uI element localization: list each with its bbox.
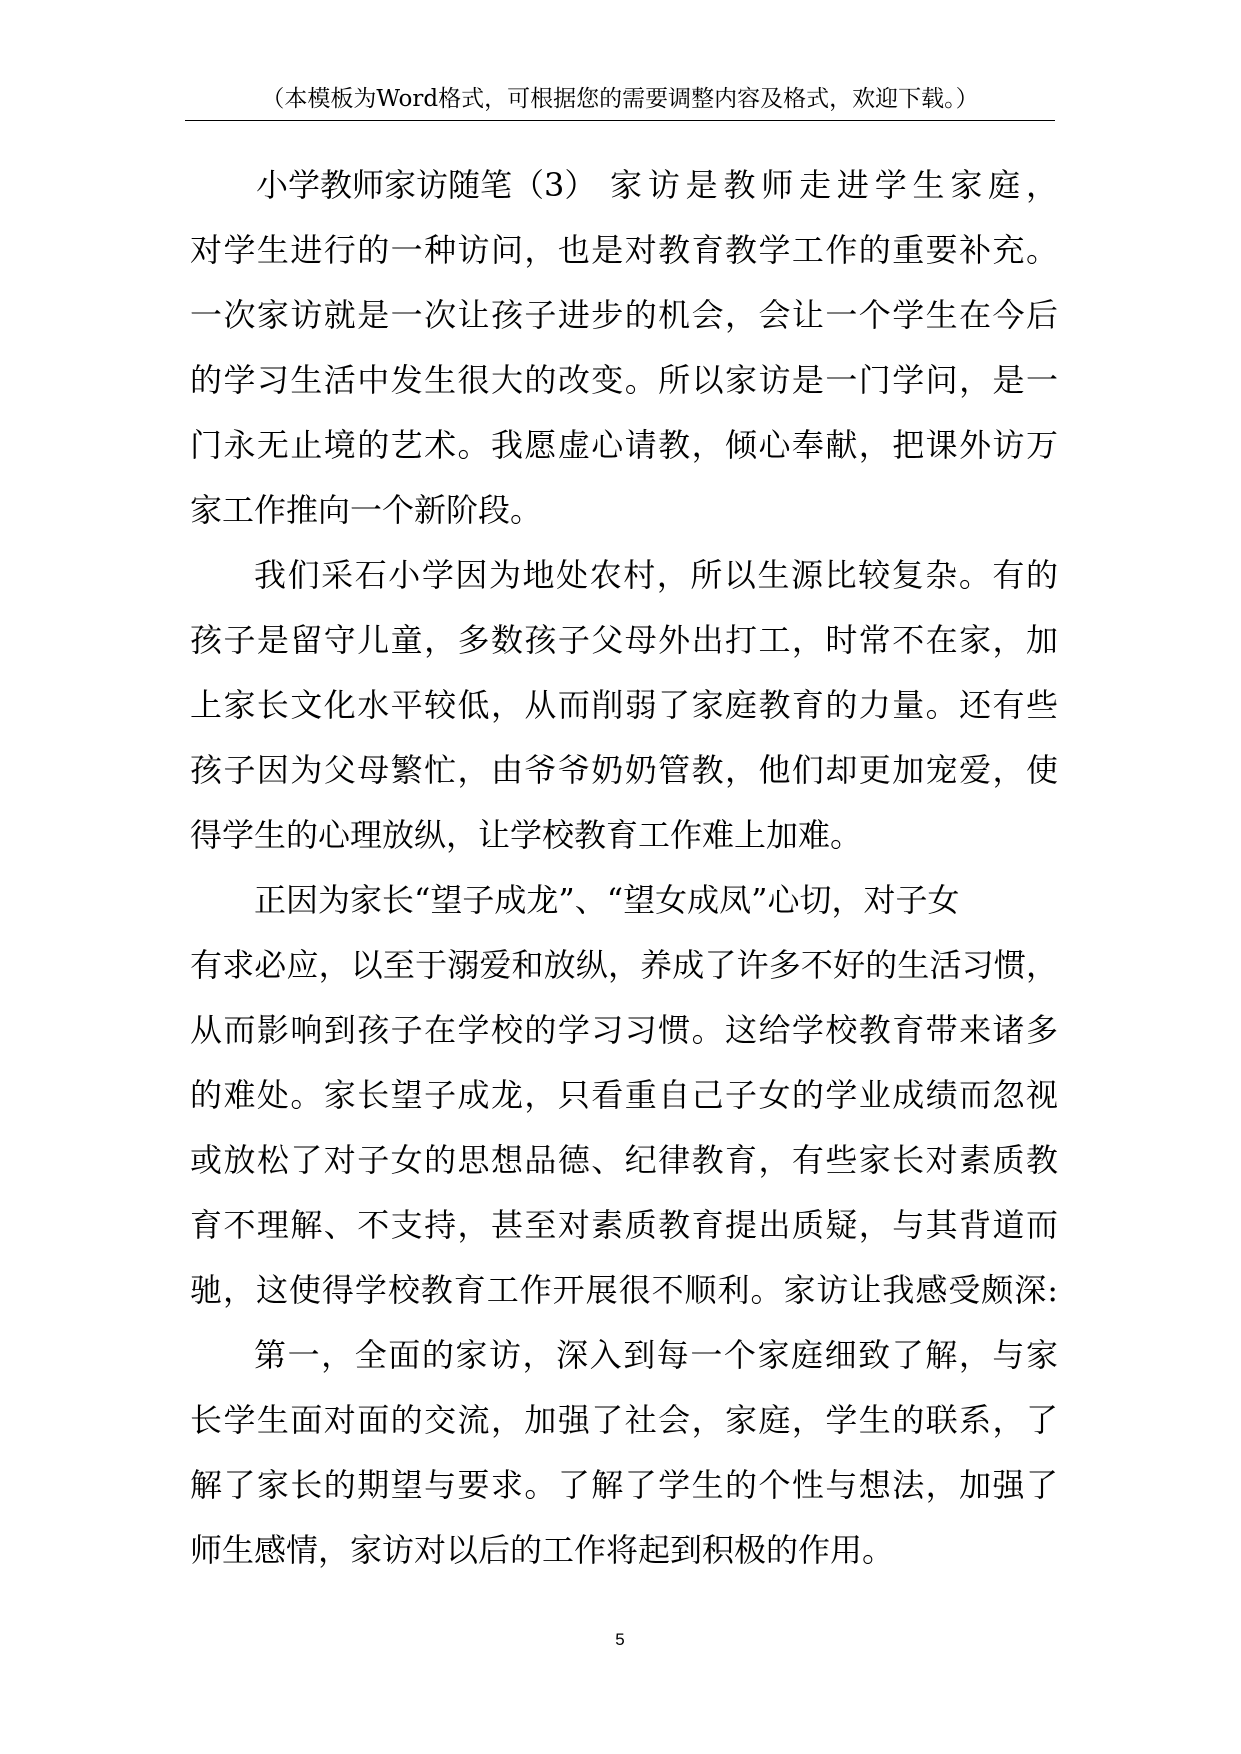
header-rule — [185, 120, 1055, 121]
body-text-line: 正因为家长“望子成龙”、“望女成凤”心切，对子女 — [254, 881, 960, 919]
body-text-line: 得学生的心理放纵，让学校教育工作难上加难。 — [190, 816, 863, 854]
body-text-line: 对学生进行的一种访问，也是对教育教学工作的重要补充。 — [190, 231, 1058, 269]
header-note: （本模板为Word格式，可根据您的需要调整内容及格式，欢迎下载。） — [261, 86, 979, 112]
body-text-line: 门永无止境的艺术。我愿虚心请教，倾心奉献，把课外访万 — [190, 426, 1058, 464]
article-title: 小学教师家访随笔（3） — [256, 166, 597, 204]
body-text-line: 的学习生活中发生很大的改变。所以家访是一门学问，是一 — [190, 361, 1058, 399]
page-number: 5 — [615, 1630, 625, 1649]
document-body — [190, 153, 1058, 1583]
paragraph — [190, 543, 1058, 868]
body-text-line: 从而影响到孩子在学校的学习习惯。这给学校教育带来诸多 — [190, 1011, 1058, 1049]
body-text-line: 师生感情，家访对以后的工作将起到积极的作用。 — [190, 1531, 895, 1569]
body-text-line: 一次家访就是一次让孩子进步的机会，会让一个学生在今后 — [190, 296, 1058, 334]
paragraph — [190, 1323, 1058, 1583]
paragraph — [190, 153, 1058, 543]
body-text-line: 解了家长的期望与要求。了解了学生的个性与想法，加强了 — [190, 1466, 1058, 1504]
body-text-line: 驰，这使得学校教育工作开展很不顺利。家访让我感受颇深: — [190, 1271, 1058, 1309]
body-text-line: 或放松了对子女的思想品德、纪律教育，有些家长对素质教 — [190, 1141, 1058, 1179]
body-text-line: 育不理解、不支持，甚至对素质教育提出质疑，与其背道而 — [190, 1206, 1058, 1244]
body-text-line: 孩子是留守儿童，多数孩子父母外出打工，时常不在家，加 — [190, 621, 1058, 659]
body-text-segment: 家访是教师走进学生家庭， — [610, 166, 1058, 204]
body-text-line: 我们采石小学因为地处农村，所以生源比较复杂。有的 — [254, 556, 1058, 594]
paragraph — [190, 868, 1058, 1323]
body-text-line: 上家长文化水平较低，从而削弱了家庭教育的力量。还有些 — [190, 686, 1058, 724]
body-text-line — [190, 153, 1058, 218]
body-text-line: 的难处。家长望子成龙，只看重自己子女的学业成绩而忽视 — [190, 1076, 1058, 1114]
body-text-line: 有求必应，以至于溺爱和放纵，养成了许多不好的生活习惯， — [190, 946, 1058, 984]
body-text-line: 第一，全面的家访，深入到每一个家庭细致了解，与家 — [254, 1336, 1058, 1374]
body-text-line: 家工作推向一个新阶段。 — [190, 491, 543, 529]
body-text-line: 长学生面对面的交流，加强了社会，家庭，学生的联系，了 — [190, 1401, 1058, 1439]
body-text-line: 孩子因为父母繁忙，由爷爷奶奶管教，他们却更加宠爱，使 — [190, 751, 1058, 789]
